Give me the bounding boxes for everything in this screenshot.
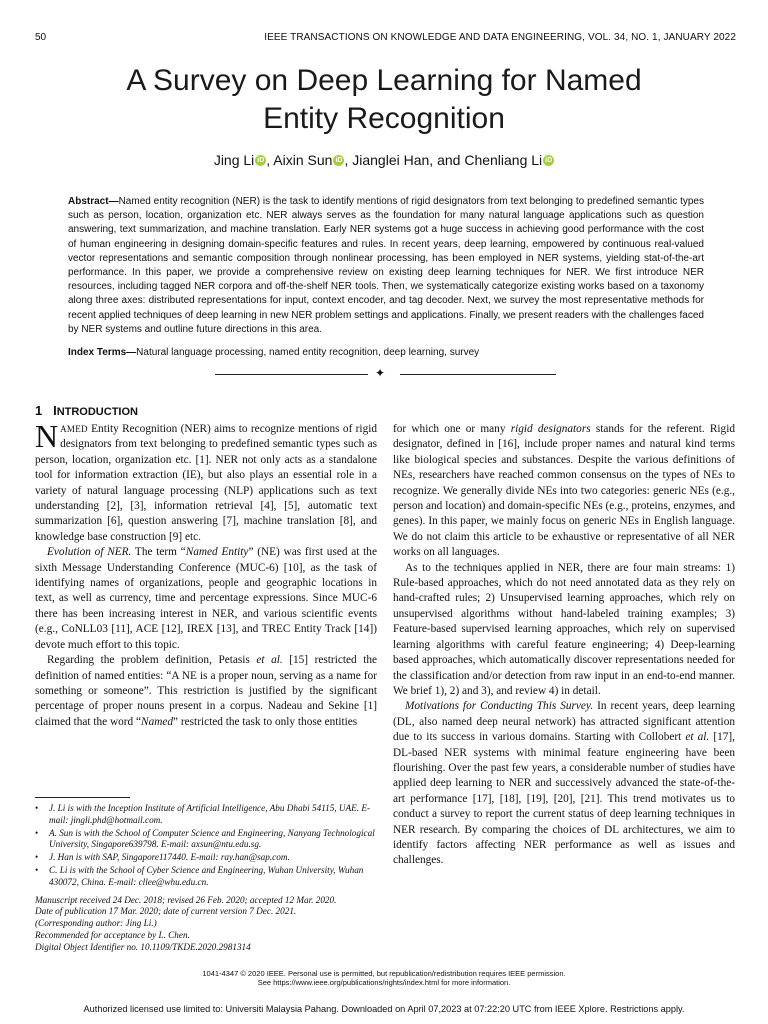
drop-cap: N (35, 418, 59, 454)
author-name: Jianglei Han (352, 152, 430, 168)
page-number: 50 (35, 32, 47, 43)
orcid-icon[interactable]: iD (257, 157, 265, 164)
author-name: Chenliang Li (464, 152, 543, 168)
manuscript-line: (Corresponding author: Jing Li.) (35, 918, 157, 929)
copyright-notice (0, 969, 768, 987)
section-number: 1 (35, 403, 43, 418)
left-column (35, 418, 377, 730)
title-line-1: A Survey on Deep Learning for Named (126, 64, 642, 97)
paragraph-text: In recent years, deep learning (DL, also named deep neural network) has attracted significant attention due to its success in various domains. Starting with Collobert (393, 700, 735, 744)
manuscript-info (35, 895, 377, 954)
paragraph (35, 653, 377, 730)
author-separator: , (266, 152, 274, 168)
italic-term: Named Entity (185, 546, 249, 559)
title-line-2: Entity Recognition (263, 102, 505, 135)
index-terms (68, 346, 704, 360)
footnote-rule (35, 797, 130, 798)
authorized-use-notice: Authorized licensed use limited to: Universiti Malaysia Pahang. Downloaded on April 07,2023 at 07:22:20 UTC from IEEE Xplore. Restrictions apply. (83, 1004, 685, 1014)
paragraph (35, 545, 377, 653)
abstract-text: Named entity recognition (NER) is the task to identify mentions of rigid designators from text belonging to predefined semantic types such as person, location, organization etc. NER always serves as the foundation for many natural language applications such as question answering, text summarization, and machine translation. Early NER systems got a huge success in achieving good performance with the cost of human engineering in designing domain-specific features and rules. In recent years, deep learning, empowered by continuous real-valued vector representations and semantic composition through nonlinear processing, has been employed in NER systems, yielding stat-of-the-art performance. In this paper, we provide a comprehensive review on existing deep learning techniques for NER. We first introduce NER resources, including tagged NER corpora and off-the-shelf NER tools. Then, we systematically categorize existing works based on a taxonomy along three axes: distributed representations for input, context encoder, and tag decoder. Next, we survey the most representative methods for recent applied techniques of deep learning in new NER problem settings and applications. Finally, we present readers with the challenges faced by NER systems and outline future directions in this area. (68, 196, 704, 335)
divider-diamond-icon: ✦ (375, 366, 386, 380)
paragraph-lead: Motivations for Conducting This Survey. (405, 700, 594, 713)
manuscript-line: Manuscript received 24 Dec. 2018; revised 26 Feb. 2020; accepted 12 Mar. 2020. (35, 894, 337, 905)
section-heading (35, 403, 138, 418)
footnote-item: • J. Li is with the Inception Institute of Artificial Intelligence, Abu Dhabi 54115, UAE. E-mail: jingli.phd@hotmail.com. (49, 803, 377, 827)
index-terms-dash: — (126, 347, 137, 358)
italic-term: et al. (256, 654, 283, 667)
italic-term: et al. (685, 731, 710, 744)
footnote-item: • A. Sun is with the School of Computer Science and Engineering, Nanyang Technological University, Singapore639798. E-mail: axsun@ntu.edu.sg. (49, 828, 377, 852)
abstract-label: Abstract (68, 196, 109, 207)
section-title-rest: NTRODUCTION (56, 406, 138, 418)
abstract (68, 195, 704, 337)
manuscript-line: Recommended for acceptance by L. Chen. (35, 929, 190, 940)
paragraph-text: [17], DL-based NER systems with minimal feature engineering have been flourishing. Over the past few years, a considerable number of studies have applied deep learning to NER and successively advanced the state-of-the-art performance [17], [18], [19], [20], [21]. This trend motivates us to conduct a survey to report the current status of deep learning techniques in NER research. By comparing the choices of DL architectures, we aim to identify factors affecting NER performance as well as issues and challenges. (393, 731, 735, 867)
paper-title (0, 62, 768, 138)
author-separator: , (344, 152, 353, 168)
author-separator: , and (429, 152, 465, 168)
manuscript-line: Digital Object Identifier no. 10.1109/TKDE.2020.2981314 (35, 941, 251, 952)
orcid-icon[interactable]: iD (545, 157, 553, 164)
index-terms-text: Natural language processing, named entity recognition, deep learning, survey (136, 347, 480, 358)
footnote-item: • J. Han is with SAP, Singapore117440. E-mail: ray.han@sap.com. (49, 852, 377, 864)
section-initial: I (53, 403, 57, 418)
paragraph-text: Entity Recognition (NER) aims to recognize mentions of rigid designators from text belonging to predefined semantic types such as person, location, organization etc. [1]. NER not only acts as a standalone tool for information extraction (IE), but also plays an essential role in a variety of natural language processing (NLP) applications such as text understanding [2], [3], information retrieval [4], [5], automatic text summarization [6], question answering [7], machine translation [8], and knowledge base construction [9] etc. (35, 423, 377, 543)
footnote-item: • C. Li is with the School of Cyber Science and Engineering, Wuhan University, Wuhan 430072, China. E-mail: cllee@whu.edu.cn. (49, 865, 377, 889)
journal-header: IEEE TRANSACTIONS ON KNOWLEDGE AND DATA ENGINEERING, VOL. 34, NO. 1, JANUARY 2022 (264, 32, 736, 43)
copyright-line: 1041-4347 © 2020 IEEE. Personal use is permitted, but republication/redistribution requires IEEE permission. (202, 969, 566, 978)
paragraph-text: The term “ (131, 546, 186, 559)
paragraph-text: ” (NE) was first used at the sixth Message Understanding Conference (MUC-6) [10], as the task of identifying names of organizations, people and geographic locations in text, as well as currency, time and percentage expressions. Since MUC-6 there has been increasing interest in NER, and various scientific events (e.g., CoNLL03 [11], ACE [12], IREX [13], and TREC Entity Track [14]) devote much effort to this topic. (35, 546, 377, 651)
paragraph-text: [15] restricted the definition of named entities: “A NE is a proper noun, serving as a name for something or someone”. This restriction is justified by the significant percentage of proper nouns present in a corpus. Nadeau and Sekine [1] claimed that the word “ (35, 654, 377, 728)
index-terms-label: Index Terms (68, 347, 127, 358)
paragraph: As to the techniques applied in NER, there are four main streams: 1) Rule-based approaches, which do not need annotated data as they rely on hand-crafted rules; 2) Unsupervised learning approaches, which rely on unsupervised algorithms without hand-labeled training examples; 3) Feature-based supervised learning approaches, which rely on supervised learning algorithms with careful feature engineering; 4) Deep-learning based approaches, which automatically discover representations needed for the classification and/or detection from raw input in an end-to-end manner. We brief 1), 2) and 3), and review 4) in detail. (393, 561, 735, 697)
paragraph-text: stands for the referent. Rigid designator, defined in [16], include proper names and natural kind terms like biological species and substances. Despite the various definitions of NEs, researchers have reached common consensus on the types of NEs to recognize. We generally divide NEs into two categories: generic NEs (e.g., person and location) and domain-specific NEs (e.g., proteins, enzymes, and genes). In this paper, we mainly focus on generic NEs in English language. We do not claim this article to be exhaustive or representative of all NER works on all languages. (393, 423, 735, 559)
author-name: Jing Li (213, 152, 255, 168)
paragraph-text: for which one or many (393, 423, 511, 435)
paragraph-lead: Evolution of NER. (47, 546, 132, 559)
paragraph (393, 422, 735, 561)
divider-left (215, 374, 368, 375)
copyright-line: See https://www.ieee.org/publications/rights/index.html for more information. (257, 978, 511, 987)
divider-right (400, 374, 556, 375)
paragraph-text: ” restricted the task to only those entities (173, 715, 358, 728)
smallcaps-word: AMED (60, 424, 88, 434)
paragraph (393, 699, 735, 868)
abstract-dash: — (108, 196, 119, 207)
paragraph-text: Regarding the problem definition, Petasis (47, 654, 257, 667)
paragraph (35, 418, 377, 545)
orcid-icon[interactable]: iD (335, 157, 343, 164)
manuscript-line: Date of publication 17 Mar. 2020; date of current version 7 Dec. 2021. (35, 906, 297, 917)
footnotes (35, 803, 377, 954)
author-name: Aixin Sun (273, 152, 333, 168)
italic-term: Named (141, 715, 174, 728)
italic-term: rigid designators (510, 423, 591, 435)
author-list (0, 152, 768, 168)
right-column (393, 422, 735, 869)
